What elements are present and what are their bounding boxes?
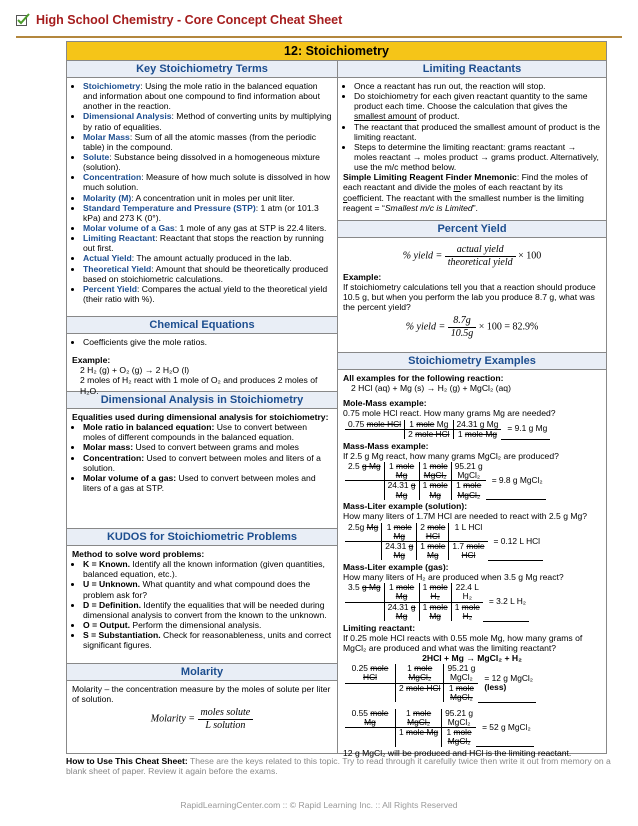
- dim-item: • Mole ratio in balanced equation: Use to convert between moles of different compounds in the balanced equation.: [83, 422, 332, 442]
- kudos-box: [67, 546, 337, 663]
- page-header: [16, 8, 342, 32]
- kudos-intro: Method to solve word problems:: [72, 549, 205, 559]
- key-term-item: • Molarity (M): A concentration unit in moles per unit liter.: [83, 193, 332, 203]
- mass-mass-label: Mass-Mass example:: [343, 440, 429, 451]
- mass-liter-solution-table: 2.5g Mg 1 mole Mg 2 mole HCl 1 L HCl = 0.12 L HCl 24.31 g Mg 1 mole Mg 1.7 mole HCl: [345, 523, 543, 561]
- percent-yield-formula: % yield = $\frac{\text{actual yield}}{\text{theoretical yield}}$ × 100: [402, 244, 542, 268]
- chem-eq-equation: 2 H₂ (g) + O₂ (g) → 2 H₂O (l): [80, 365, 190, 376]
- right-column: [338, 61, 606, 759]
- key-term-item: • Actual Yield: The amount actually produced in the lab.: [83, 253, 332, 263]
- mass-liter-gas-question: How many liters of H₂ are produced when 3.5 g Mg react?: [343, 572, 564, 583]
- how-to-use-note: [66, 756, 614, 777]
- dim-item: • Molar mass: Used to convert between grams and moles: [83, 442, 332, 452]
- kudos-item: • U = Unknown. What quantity and what compound does the problem ask for?: [83, 579, 332, 599]
- mass-liter-solution-question: How many liters of 1.7M HCl are needed to react with 2.5 g Mg?: [343, 511, 588, 522]
- limiting-example-question: If 0.25 mole HCl reacts with 0.55 mole Mg, how many grams of MgCl₂ are produced and what was the limiting reactant?: [343, 632, 583, 653]
- section-dimensional-analysis-heading: Dimensional Analysis in Stoichiometry: [67, 391, 337, 409]
- key-terms-list: [72, 81, 332, 304]
- key-term-item: • Standard Temperature and Pressure (STP): 1 atm (or 101.3 kPa) and 273 K (0°).: [83, 203, 332, 223]
- key-term-item: • Concentration: Measure of how much solute is dissolved in how much solution.: [83, 172, 332, 192]
- kudos-item: • O = Output. Perform the dimensional analysis.: [83, 620, 332, 630]
- key-term-item: • Molar Mass: Sum of all the atomic masses (from the periodic table) in the compound.: [83, 132, 332, 152]
- mole-mass-table: 0.75 mole HCl 1 mole Mg 24.31 g Mg = 9.1 g Mg 2 mole HCl 1 mole Mg: [345, 420, 550, 440]
- percent-yield-box: [338, 238, 606, 352]
- dim-item: • Molar volume of a gas: Used to convert between moles and liters of a gas at STP.: [83, 473, 332, 493]
- molarity-text: Molarity – the concentration measure by the moles of solute per liter of solution.: [72, 684, 331, 705]
- section-percent-yield-heading: Percent Yield: [338, 220, 606, 238]
- cheat-sheet: [66, 41, 607, 759]
- percent-yield-example-label: Example:: [343, 271, 382, 282]
- percent-yield-example-formula: % yield = $\frac{8.7g}{10.5g}$ × 100 = 82.9%: [405, 315, 539, 339]
- kudos-list: [72, 559, 332, 650]
- stoich-examples-box: [338, 370, 606, 761]
- header-rule: [16, 36, 622, 38]
- percent-yield-example: If stoichiometry calculations tell you that a reaction should produce 10.5 g, but when you perform the lab you produce 8.7 g, what was the percent yield?: [343, 281, 596, 313]
- mole-mass-label: Mole-Mass example:: [343, 398, 427, 409]
- limiting-bullet-4: • Steps to determine the limiting reactant: grams reactant → moles reactant → moles product → grams product. Alternatively, use the m/c method below.: [354, 142, 601, 172]
- mass-liter-solution-label: Mass-Liter example (solution):: [343, 501, 468, 512]
- limiting-bullet-2: • Do stoichiometry for each given reactant quantity to the same product each time. Choose the calculation that gives the smallest amount of product.: [354, 91, 601, 121]
- section-chemical-equations-heading: Chemical Equations: [67, 316, 337, 334]
- kudos-item: • S = Substantiation. Check for reasonableness, units and correct significant figures.: [83, 630, 332, 650]
- limiting-example-equation: 2HCl + Mg → MgCl₂ + H₂: [422, 653, 522, 664]
- dim-list: [72, 422, 332, 493]
- topic-banner: 12: Stoichiometry: [67, 42, 606, 61]
- checkmark-logo-icon: [16, 13, 30, 27]
- copyright-footer: RapidLearningCenter.com :: © Rapid Learning Inc. :: All Rights Reserved: [180, 800, 458, 810]
- chem-eq-explanation: 2 moles of H₂ react with 1 mole of O₂ and produces 2 moles of H₂O.: [80, 375, 318, 396]
- key-term-item: • Stoichiometry: Using the mole ratio in the balanced equation and information about one compound to find information about another in the reaction.: [83, 81, 332, 111]
- section-key-terms-heading: Key Stoichiometry Terms: [67, 61, 337, 78]
- limiting-box: [338, 78, 606, 220]
- chemical-equations-box: [67, 334, 337, 396]
- dim-item: • Concentration: Used to convert between moles and liters of a solution.: [83, 453, 332, 473]
- limiting-example-label: Limiting reactant:: [343, 622, 416, 633]
- chem-eq-example-label: Example:: [72, 355, 111, 366]
- percent-yield-fraction: $\frac{\text{actual yield}}{\text{theoretical yield}}$: [445, 244, 516, 269]
- key-term-item: • Solute: Substance being dissolved in a homogeneous mixture (solution).: [83, 152, 332, 172]
- limiting-bullet-1: • Once a reactant has run out, the reaction will stop.: [354, 81, 601, 91]
- how-to-use-text: These are the keys related to this topic. Try to read through it carefully twice then write it out from memory on a blank sheet of paper. Review it again before the exams.: [66, 756, 611, 777]
- mass-liter-gas-table: 3.5 g Mg 1 mole Mg 1 mole H₂ 22.4 L H₂ = 3.2 L H₂ 24.31 g Mg 1 mole Mg 1 mole H₂: [345, 583, 529, 621]
- limiting-bullet-3: • The reactant that produced the smallest amount of product is the limiting reactant.: [354, 122, 601, 142]
- molarity-fraction: [198, 707, 254, 732]
- key-term-item: • Limiting Reactant: Reactant that stops the reaction by running out first.: [83, 233, 332, 253]
- molarity-denominator: L solution: [205, 720, 246, 732]
- limiting-mnemonic: Simple Limiting Reagent Finder Mnemonic: Find the moles of each reactant and divide the moles of each reactant by its coefficient. The reactant with the smallest number is the limiting reagent = “Smallest m/c is Limited”.: [343, 172, 588, 213]
- examples-reaction: 2 HCl (aq) + Mg (s) → H₂ (g) + MgCl₂ (aq): [351, 383, 511, 394]
- kudos-item: • K = Known. Identify all the known information (given quantities, balanced equation, etc.).: [83, 559, 332, 579]
- mass-liter-gas-label: Mass-Liter example (gas):: [343, 561, 449, 572]
- key-term-item: • Dimensional Analysis: Method of converting units by multiplying by ratio of equalities.: [83, 111, 332, 131]
- molarity-lhs: Molarity =: [150, 713, 196, 725]
- section-kudos-heading: KUDOS for Stoichiometric Problems: [67, 528, 337, 546]
- key-term-item: • Theoretical Yield: Amount that should be theoretically produced based on stoichiometric calculations.: [83, 264, 332, 284]
- left-column: [67, 61, 338, 753]
- key-terms-box: [67, 78, 337, 316]
- kudos-item: • D = Definition. Identify the equalities that will be needed during dimensional analysis to convert from the known to the unknown.: [83, 600, 332, 620]
- chem-eq-bullet: • Coefficients give the mole ratios.: [83, 337, 332, 347]
- examples-intro: All examples for the following reaction:: [343, 373, 504, 383]
- section-limiting-heading: Limiting Reactants: [338, 61, 606, 78]
- section-stoich-examples-heading: Stoichiometry Examples: [338, 352, 606, 370]
- page-title: High School Chemistry - Core Concept Cheat Sheet: [36, 12, 343, 27]
- how-to-use-label: How to Use This Cheat Sheet:: [66, 756, 188, 766]
- dim-intro: Equalities used during dimensional analysis for stoichiometry:: [72, 412, 329, 422]
- limiting-conclusion: 12 g MgCl₂ will be produced and HCl is the limiting reactant.: [343, 748, 572, 759]
- limiting-mg-table: 0.55 mole Mg 1 mole MgCl₂ 95.21 g MgCl₂ = 52 g MgCl₂ 1 mole Mg 1 mole MgCl₂: [345, 709, 534, 747]
- key-term-item: • Molar volume of a Gas: 1 mole of any gas at STP is 22.4 liters.: [83, 223, 332, 233]
- section-molarity-heading: Molarity: [67, 663, 337, 681]
- molarity-numerator: moles solute: [198, 707, 254, 720]
- dimensional-analysis-box: [67, 409, 337, 528]
- mole-mass-question: 0.75 mole HCl react. How many grams Mg are needed?: [343, 408, 556, 419]
- mass-mass-question: If 2.5 g Mg react, how many grams MgCl₂ are produced?: [343, 450, 559, 461]
- molarity-formula: [72, 707, 332, 732]
- mass-mass-table: 2.5 g Mg 1 mole Mg 1 mole MgCl₂ 95.21 g MgCl₂ = 9.8 g MgCl₂ 24.31 g Mg 1 mole Mg 1 mole MgCl₂: [345, 462, 546, 500]
- limiting-hcl-table: 0.25 mole HCl 1 mole MgCl₂ 95.21 g MgCl₂ = 12 g MgCl₂ (less) 2 mole HCl 1 mole MgCl₂: [345, 664, 536, 702]
- key-term-item: • Percent Yield: Compares the actual yield to the theoretical yield (their ratio with %).: [83, 284, 332, 304]
- molarity-box: [67, 681, 337, 738]
